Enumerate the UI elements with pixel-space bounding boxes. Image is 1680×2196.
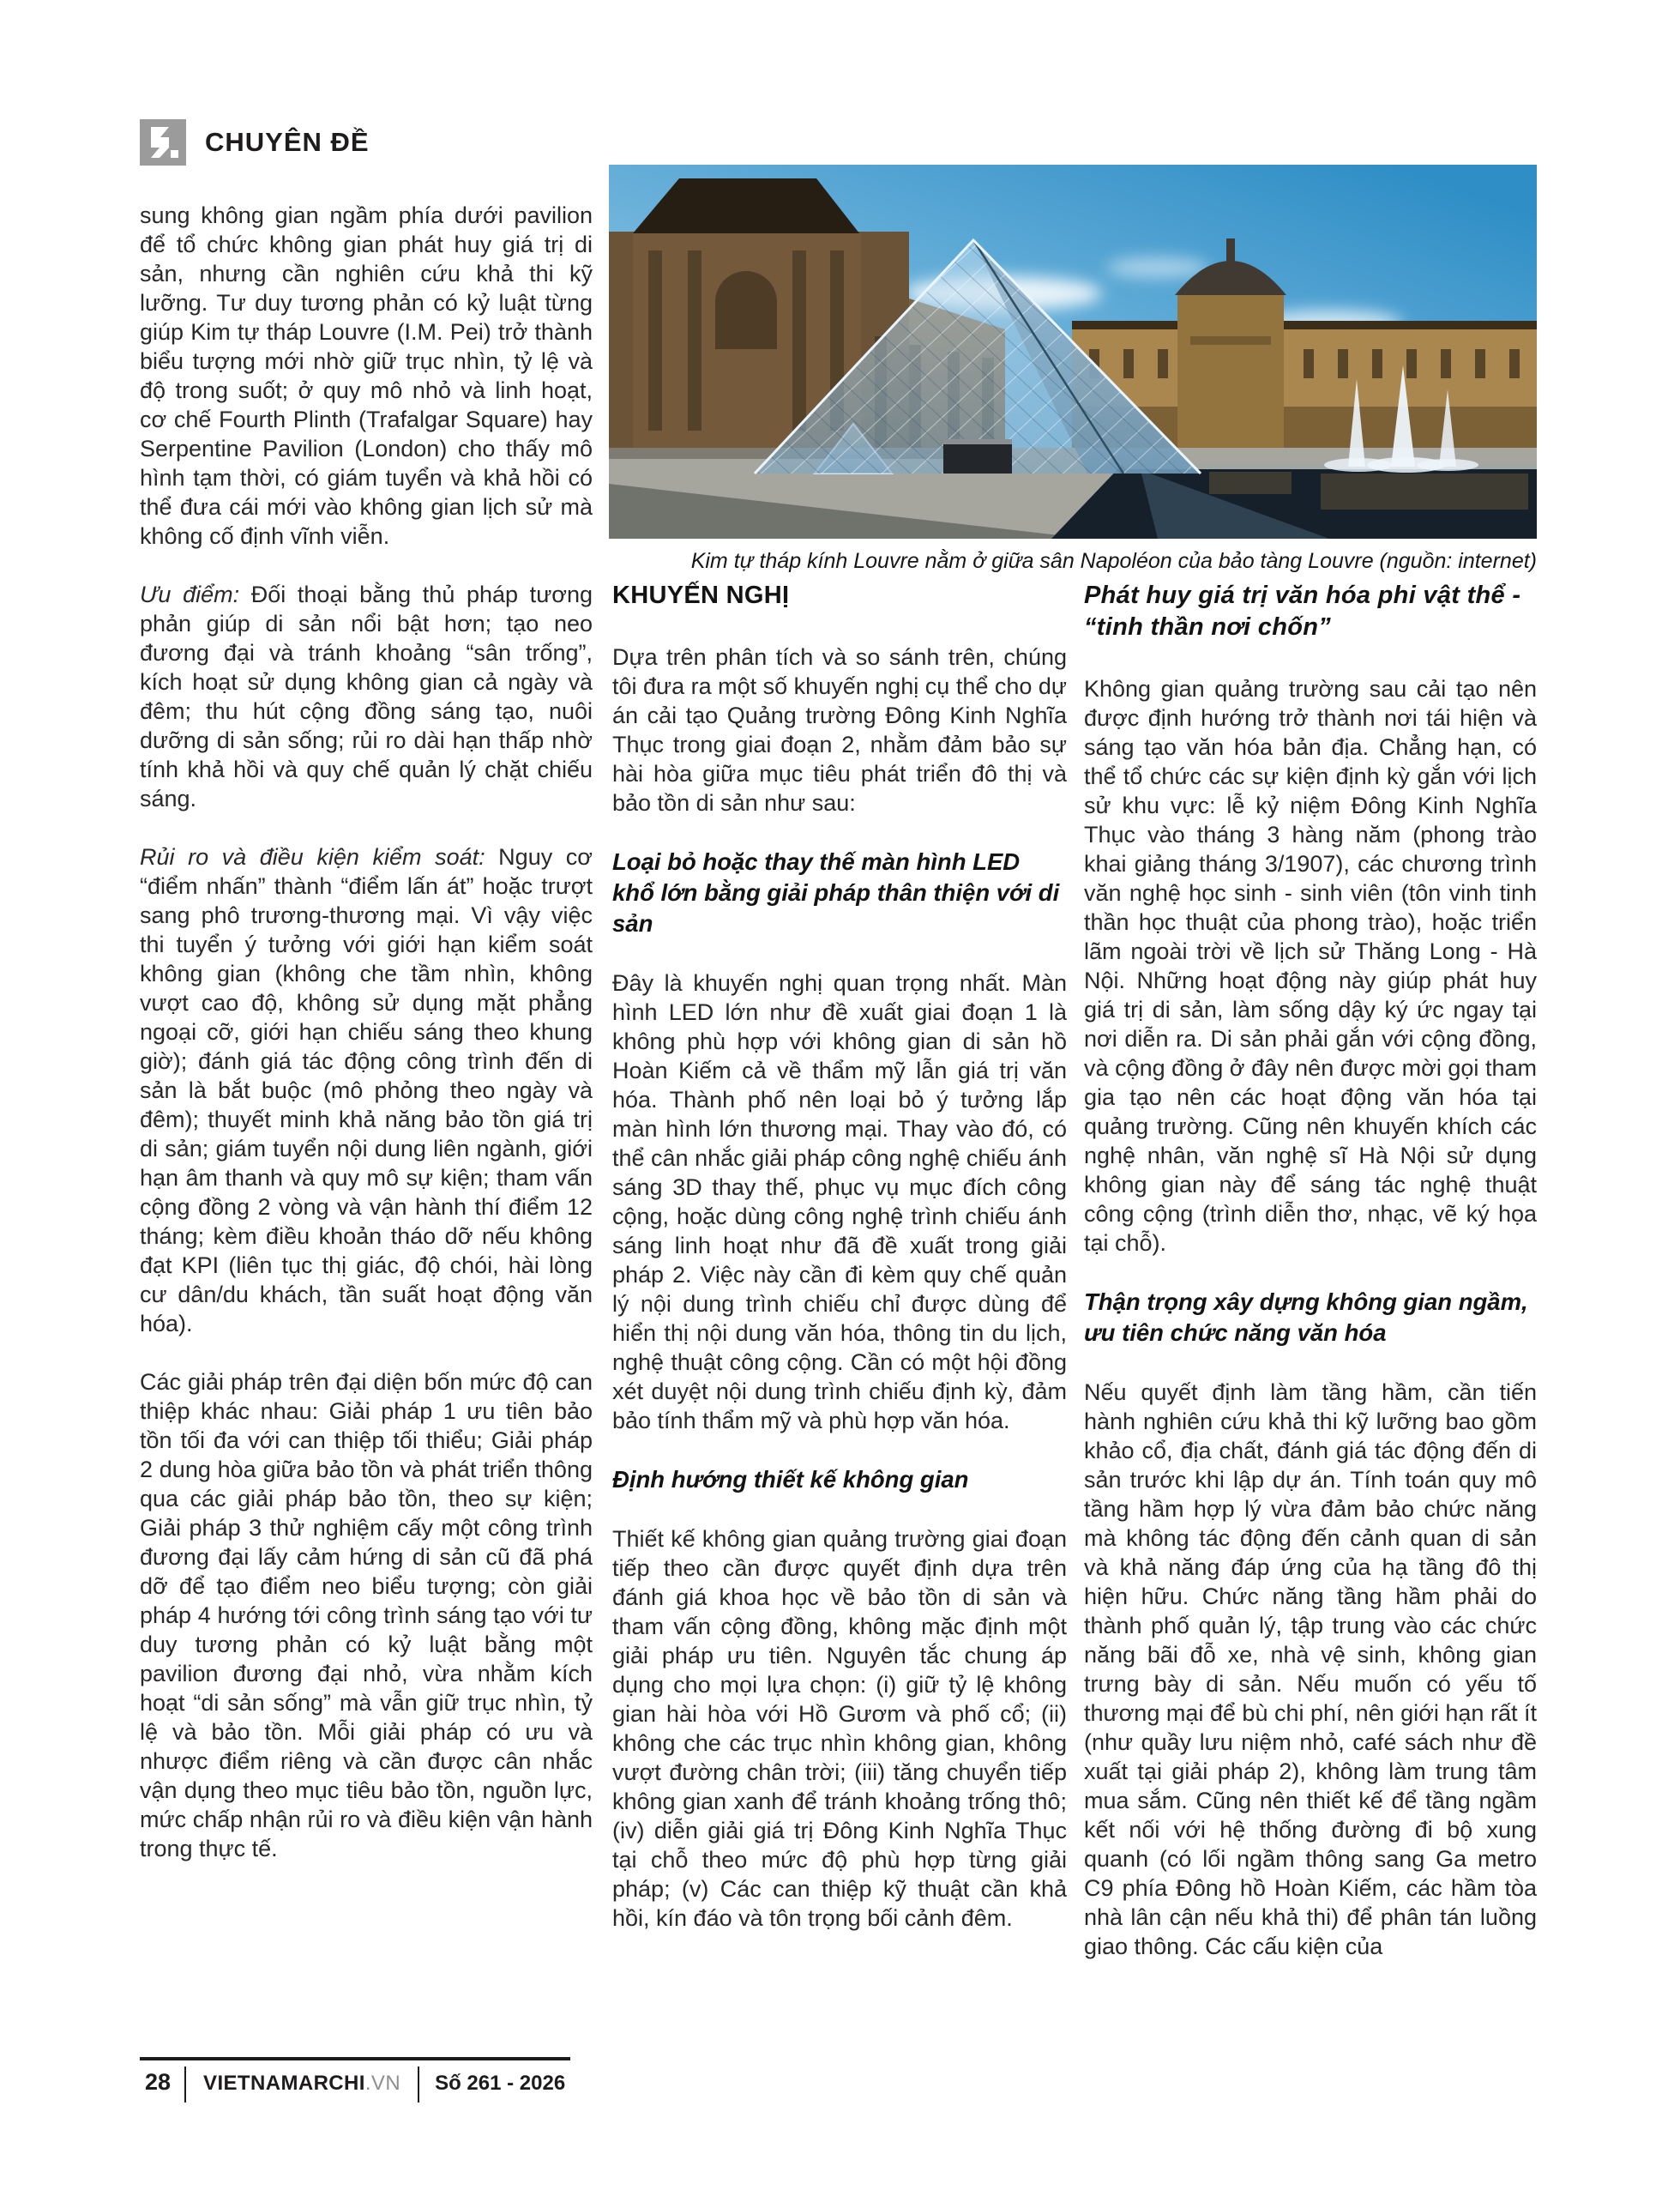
- article-column-middle: [612, 580, 1067, 1933]
- brand-main: VIETNAMARCHI: [203, 2072, 365, 2095]
- page-number: 28: [145, 2069, 172, 2095]
- photo-caption: Kim tự tháp kính Louvre nằm ở giữa sân Napoléon của bảo tàng Louvre (nguồn: internet): [690, 549, 1537, 573]
- paragraph: Thiết kế không gian quảng trường giai đoạn tiếp theo cần được quyết định dựa trên đánh giá khoa học về bảo tồn di sản và tham vấn cộng đồng, không mặc định một giải pháp ưu tiên. Nguyên tắc chung áp dụng cho mọi lựa chọn: (i) giữ tỷ lệ không gian hài hòa với Hồ Gươm và phố cổ; (ii) không che các trục nhìn không gian, không vượt đường chân trời; (iii) tăng chuyển tiếp không gian xanh để tránh khoảng trống thô; (iv) diễn giải giá trị Đông Kinh Nghĩa Thục tại chỗ theo mức độ phù hợp từng giải pháp; (v) Các can thiệp kỹ thuật cần khả hồi, kín đáo và tôn trọng bối cảnh đêm.: [612, 1526, 1067, 1931]
- paragraph: Dựa trên phân tích và so sánh trên, chúng tôi đưa ra một số khuyến nghị cụ thể cho dự án cải tạo Quảng trường Đông Kinh Nghĩa Thục trong giai đoạn 2, nhằm đảm bảo sự hài hòa giữa mục tiêu phát triển đô thị và bảo tồn di sản như sau:: [612, 644, 1067, 816]
- article-column-right: [1084, 580, 1537, 1961]
- brand-name: [186, 2066, 418, 2102]
- paragraph: Các giải pháp trên đại diện bốn mức độ can thiệp khác nhau: Giải pháp 1 ưu tiên bảo tồn tối đa với can thiệp tối thiểu; Giải pháp 2 dung hòa giữa bảo tồn và phát triển thông qua các giải pháp bảo tồn, theo sự kiện; Giải pháp 3 thử nghiệm cấy một công trình đương đại lấy cảm hứng di sản cũ đã phá dỡ để tạo điểm neo biểu tượng; còn giải pháp 4 hướng tới công trình sáng tạo với tư duy tương phản có kỷ luật bằng một pavilion đương đại nhỏ, vừa nhằm kích hoạt “di sản sống” mà vẫn giữ trục nhìn, tỷ lệ và bảo tồn. Mỗi giải pháp có ưu và nhược điểm riêng và cần được cân nhắc vận dụng theo mục tiêu bảo tồn, nguồn lực, mức chấp nhận rủi ro và điều kiện vận hành trong thực tế.: [140, 1369, 593, 1861]
- column-heading: Phát huy giá trị văn hóa phi vật thể - “tinh thần nơi chốn”: [1084, 582, 1521, 641]
- brand-suffix: .VN: [364, 2072, 401, 2095]
- paragraph: sung không gian ngầm phía dưới pavilion để tổ chức không gian phát huy giá trị di sản, nhưng cần nghiên cứu khả thi kỹ lưỡng. Tư duy tương phản có kỷ luật từng giúp Kim tự tháp Louvre (I.M. Pei) trở thành biểu tượng mới nhờ giữ trục nhìn, tỷ lệ và độ trong suốt; ở quy mô nhỏ và linh hoạt, cơ chế Fourth Plinth (Trafalgar Square) hay Serpentine Pavilion (London) cho thấy mô hình tạm thời, có giám tuyển và khả hồi có thể đưa cái mới vào không gian lịch sử mà không cố định vĩnh viễn.: [140, 202, 593, 549]
- paragraph-text: Đối thoại bằng thủ pháp tương phản giúp di sản nổi bật hơn; tạo neo đương đại và tránh khoảng “sân trống”, kích hoạt sử dụng không gian cả ngày và đêm; thu hút cộng đồng sáng tạo, nuôi dưỡng di sản sống; rủi ro dài hạn thấp nhờ tính khả hồi và quy chế quản lý chặt chiếu sáng.: [140, 582, 593, 811]
- paragraph: [140, 842, 593, 1338]
- column-heading: KHUYẾN NGHỊ: [612, 582, 790, 609]
- paragraph-lead: Ưu điểm:: [140, 582, 240, 607]
- paragraph-lead: Rủi ro và điều kiện kiểm soát:: [140, 844, 485, 870]
- masthead: [140, 119, 370, 166]
- paragraph: Nếu quyết định làm tầng hầm, cần tiến hành nghiên cứu khả thi kỹ lưỡng bao gồm khảo cổ, địa chất, đánh giá tác động đến di sản trước khi lập dự án. Tính toán quy mô tầng hầm hợp lý vừa đảm bảo chức năng mà không tác động đến cảnh quan di sản và khả năng đáp ứng của hạ tầng đô thị hiện hữu. Chức năng tầng hầm phải do thành phố quản lý, tập trung vào các chức năng bãi đỗ xe, nhà vệ sinh, không gian trưng bày di sản. Nếu muốn có yếu tố thương mại để bù chi phí, nên giới hạn rất ít (như quầy lưu niệm nhỏ, café sách như đề xuất tại giải pháp 2), không làm trung tâm mua sắm. Cũng nên thiết kế để tầng ngầm kết nối với hệ thống đường đi bộ xung quanh (có lối ngầm thông sang Ga metro C9 phía Đông hồ Hoàn Kiếm, các hầm tòa nhà lân cận nếu khả thi) để phân tán luồng giao thông. Các cấu kiện của: [1084, 1379, 1537, 1959]
- page-footer: [140, 2057, 570, 2102]
- paragraph: Không gian quảng trường sau cải tạo nên được định hướng trở thành nơi tái hiện và sáng tạo văn hóa bản địa. Chẳng hạn, có thể tổ chức các sự kiện định kỳ gắn với lịch sử khu vực: lễ kỷ niệm Đông Kinh Nghĩa Thục vào tháng 3 hàng năm (phong trào khai giảng tháng 3/1907), các chương trình văn nghệ học sinh - sinh viên (tôn vinh tinh thần học thuật của phong trào), hoặc triển lãm ngoài trời về lịch sử Thăng Long - Hà Nội. Những hoạt động này giúp phát huy giá trị di sản, làm sống dậy ký ức ngay tại nơi diễn ra. Di sản phải gắn với cộng đồng, và cộng đồng ở đây nên được mời gọi tham gia tạo nên các hoạt động văn hóa tại quảng trường. Cũng nên khuyến khích các nghệ nhân, văn nghệ sĩ Hà Nội sử dụng không gian này để sáng tác nghệ thuật công cộng (trình diễn thơ, nhạc, vẽ ký họa tại chỗ).: [1084, 676, 1537, 1256]
- issue-label: Số 261 - 2026: [435, 2072, 566, 2095]
- subheading: Thận trọng xây dựng không gian ngầm, ưu tiên chức năng văn hóa: [1084, 1288, 1528, 1346]
- subheading: Loại bỏ hoặc thay thế màn hình LED khổ lớn bằng giải pháp thân thiện với di sản: [612, 848, 1060, 937]
- subheading: Định hướng thiết kế không gian: [612, 1466, 969, 1493]
- paragraph: [140, 580, 593, 813]
- paragraph-text: Nguy cơ “điểm nhấn” thành “điểm lấn át” hoặc trượt sang phô trương-thương mại. Vì vậy việc thi tuyển ý tưởng với giới hạn kiểm soát không gian (không che tầm nhìn, không vượt cao độ, không sử dụng mặt phẳng ngoại cỡ, giới hạn chiếu sáng theo khung giờ); đánh giá tác động công trình đến di sản là bắt buộc (mô phỏng theo ngày và đêm); thuyết minh khả năng bảo tồn giá trị di sản; giám tuyển nội dung liên ngành, giới hạn âm thanh và quy mô sự kiện; tham vấn cộng đồng 2 vòng và vận hành thí điểm 12 tháng; kèm điều khoản tháo dỡ nếu không đạt KPI (liên tục thị giác, độ chói, hài lòng cư dân/du khách, tần suất hoạt động văn hóa).: [140, 844, 593, 1336]
- paragraph: Đây là khuyến nghị quan trọng nhất. Màn hình LED lớn như đề xuất giai đoạn 1 là không phù hợp với không gian di sản hồ Hoàn Kiếm cả về thẩm mỹ lẫn giá trị văn hóa. Thành phố nên loại bỏ ý tưởng lắp màn hình lớn thương mại. Thay vào đó, có thể cân nhắc giải pháp công nghệ chiếu ánh sáng 3D thay thế, phục vụ mục đích công cộng, hoặc dùng công nghệ trình chiếu ánh sáng linh hoạt như đã đề xuất trong giải pháp 2. Việc này cần đi kèm quy chế quản lý nội dung trình chiếu chỉ được dùng để hiển thị nội dung văn hóa, thông tin du lịch, nghệ thuật công cộng. Cần có một hội đồng xét duyệt nội dung trình chiếu định kỳ, đảm bảo tính thẩm mỹ và phù hợp văn hóa.: [612, 970, 1067, 1433]
- article-column-left: [140, 201, 593, 1863]
- section-label: CHUYÊN ĐỀ: [205, 127, 370, 157]
- vietnamarchi-logo-icon: [140, 119, 186, 166]
- louvre-photo: [609, 165, 1537, 539]
